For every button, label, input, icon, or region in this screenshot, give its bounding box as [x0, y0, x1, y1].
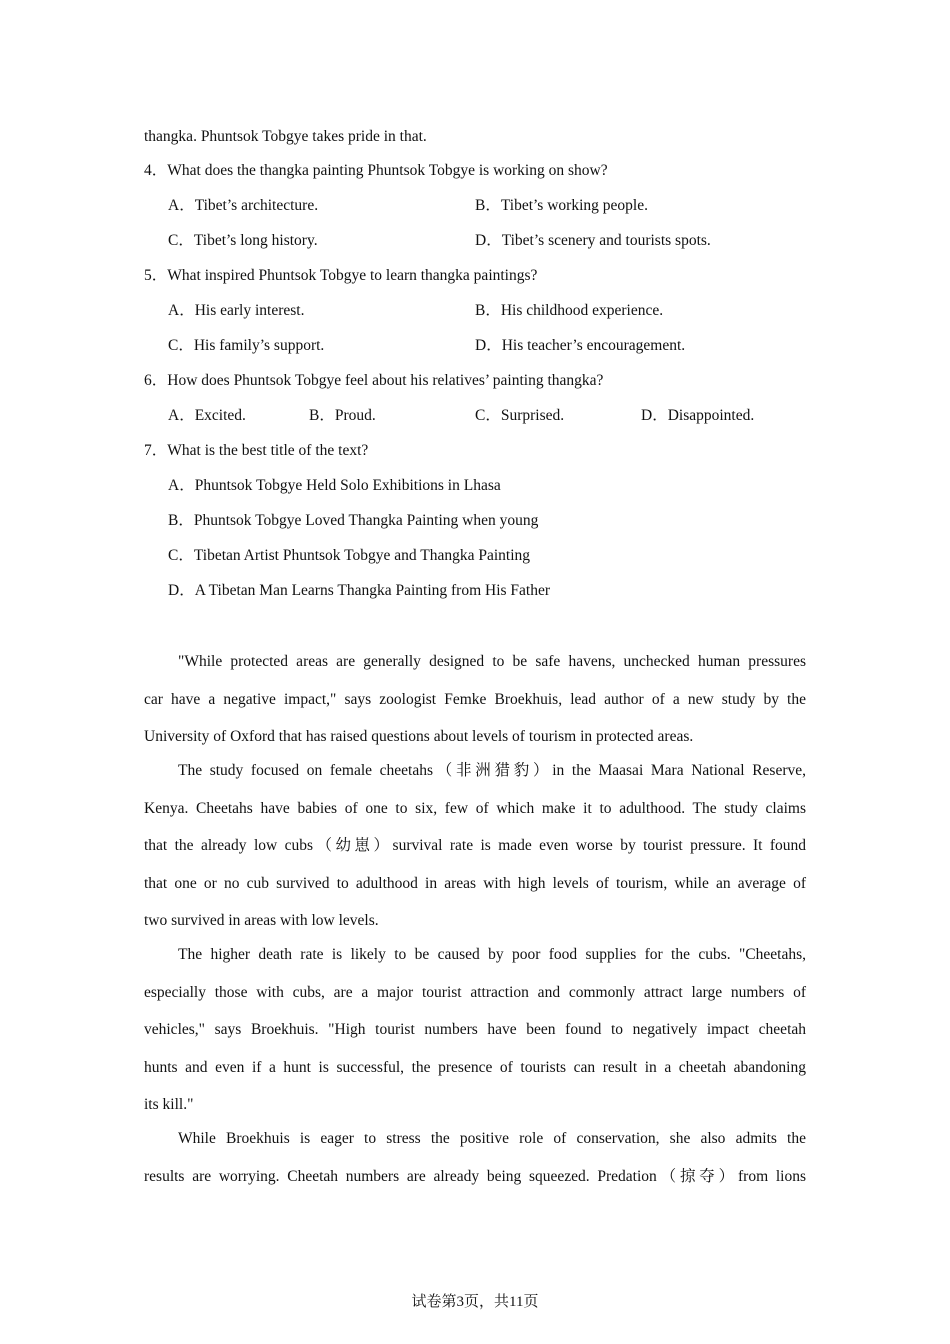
option-5c: C．His family’s support. [168, 337, 325, 354]
option-6c: C．Surprised. [475, 407, 565, 424]
question-number: 7． [144, 442, 168, 459]
option-4b: B．Tibet’s working people. [475, 197, 648, 214]
paragraph-line: hunts and even if a hunt is successful, the presence of tourists can result in a cheetah abandoning [144, 1058, 806, 1076]
question-number: 6． [144, 372, 168, 389]
option-5b: B．His childhood experience. [475, 302, 664, 319]
question-text: What does the thangka painting Phuntsok Tobgye is working on show? [167, 162, 608, 179]
paragraph-line: that the already low cubs（幼崽）survival rate is made even worse by tourist pressure. It found [144, 837, 806, 854]
option-5d: D．His teacher’s encouragement. [475, 337, 686, 354]
question-text: What is the best title of the text? [167, 442, 369, 459]
intro-line: thangka. Phuntsok Tobgye takes pride in that. [144, 128, 427, 145]
paragraph-line: The higher death rate is likely to be caused by poor food supplies for the cubs. "Cheetahs, [178, 946, 806, 963]
paragraph-line: vehicles," says Broekhuis. "High tourist numbers have been found to negatively impact cheetah [144, 1021, 806, 1038]
option-7a: A．Phuntsok Tobgye Held Solo Exhibitions in Lhasa [168, 477, 501, 494]
option-4d: D．Tibet’s scenery and tourists spots. [475, 232, 711, 249]
paragraph-line: two survived in areas with low levels. [144, 912, 379, 929]
passage-paragraph-3 [144, 945, 806, 1133]
question-text: How does Phuntsok Tobgye feel about his relatives’ painting thangka? [167, 372, 604, 389]
option-5a: A．His early interest. [168, 302, 305, 319]
option-7b: B．Phuntsok Tobgye Loved Thangka Painting when young [168, 512, 539, 529]
option-4c: C．Tibet’s long history. [168, 232, 318, 249]
question-number: 5． [144, 267, 168, 284]
option-6d: D．Disappointed. [641, 407, 755, 424]
paragraph-line: While Broekhuis is eager to stress the positive role of conservation, she also admits the [178, 1130, 806, 1147]
page-footer: 试卷第3页，共11页 [411, 1294, 539, 1310]
option-6b: B．Proud. [309, 407, 376, 424]
paragraph-line: car have a negative impact," says zoologist Femke Broekhuis, lead author of a new study by the [144, 690, 806, 708]
question-5 [144, 266, 537, 286]
paragraph-line: The study focused on female cheetahs（非洲猎豹）in the Maasai Mara National Reserve, [178, 762, 806, 779]
paragraph-line: its kill." [144, 1096, 194, 1113]
passage-paragraph-1 [144, 652, 806, 765]
question-text: What inspired Phuntsok Tobgye to learn thangka paintings? [167, 267, 538, 284]
question-4 [144, 161, 608, 181]
passage-paragraph-4 [144, 1129, 806, 1204]
paragraph-line: especially those with cubs, are a major tourist attraction and commonly attract large numbers of [144, 983, 806, 1001]
option-4a: A．Tibet’s architecture. [168, 197, 319, 214]
passage-paragraph-2 [144, 761, 806, 949]
option-6a: A．Excited. [168, 407, 246, 424]
question-7 [144, 441, 368, 461]
option-7d: D．A Tibetan Man Learns Thangka Painting from His Father [168, 582, 551, 599]
paragraph-line: University of Oxford that has raised questions about levels of tourism in protected areas. [144, 728, 694, 745]
question-number: 4． [144, 162, 168, 179]
paragraph-line: that one or no cub survived to adulthood in areas with high levels of tourism, while an average of [144, 874, 806, 892]
paragraph-line: results are worrying. Cheetah numbers are already being squeezed. Predation（掠夺）from lions [144, 1167, 806, 1185]
question-6 [144, 371, 603, 391]
option-7c: C．Tibetan Artist Phuntsok Tobgye and Thangka Painting [168, 547, 531, 564]
paragraph-line: "While protected areas are generally designed to be safe havens, unchecked human pressures [178, 653, 806, 670]
paragraph-line: Kenya. Cheetahs have babies of one to six, few of which make it to adulthood. The study claims [144, 799, 806, 817]
